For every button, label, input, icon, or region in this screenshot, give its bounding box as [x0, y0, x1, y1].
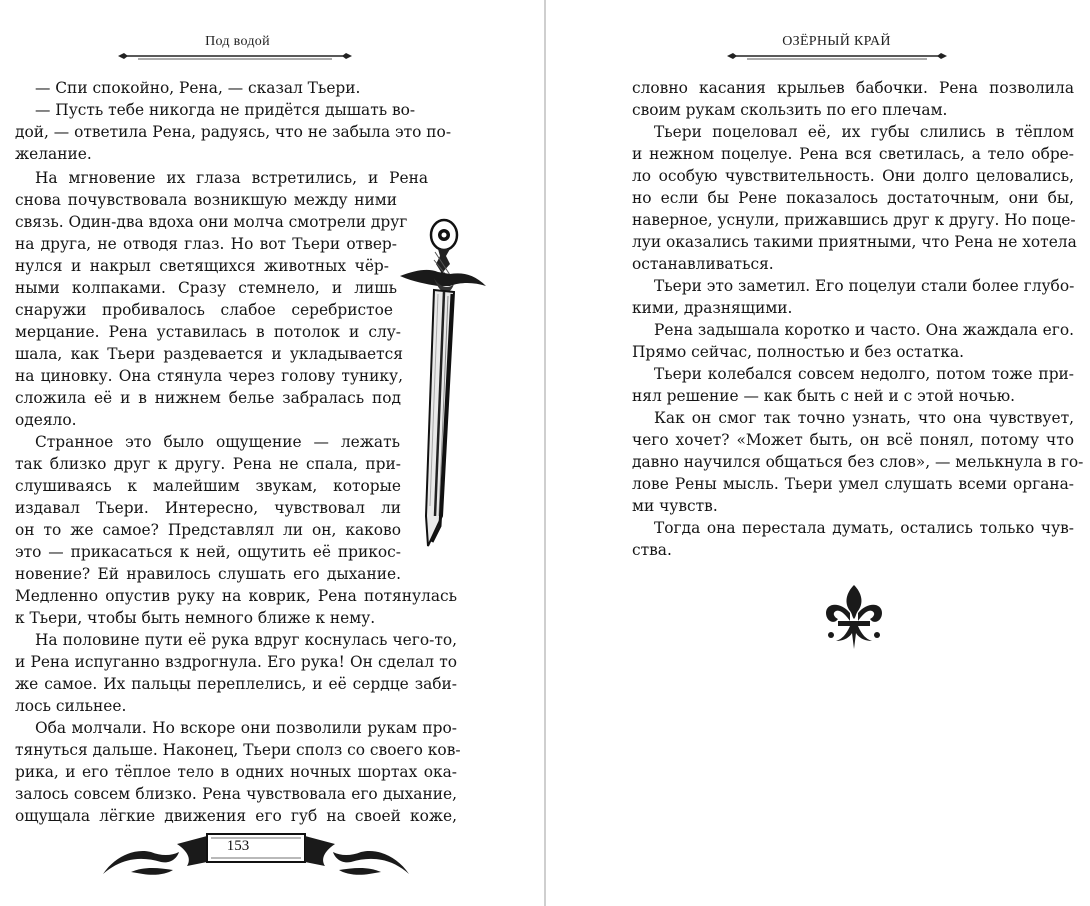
left-text-line: На мгновение их глаза встретились, и Рена — [35, 169, 428, 187]
right-running-head: ОЗЁРНЫЙ КРАЙ — [782, 34, 891, 49]
left-text-line: он то же самое? Представлял ли он, каково — [15, 521, 401, 539]
left-text-line: новение? Ей нравилось слушать его дыхание. — [15, 565, 401, 583]
right-text-line: Рена задышала коротко и часто. Она жаждала его. — [654, 321, 1074, 339]
left-text-line: и Рена испуганно вздрогнула. Его рука! Он сделал то — [15, 653, 457, 671]
right-text-line: чего хочет? «Может быть, он всё понял, потому что — [632, 431, 1074, 449]
left-text-line: залось совсем близко. Рена чувствовала его дыхание, — [15, 785, 457, 803]
right-text-line: ства. — [632, 541, 672, 559]
right-text-line: словно касания крыльев бабочки. Рена позволила — [632, 79, 1074, 97]
left-text-line: так близко друг к другу. Рена не спала, при- — [15, 455, 401, 473]
right-text-line: Тьери колебался совсем недолго, потом тоже при- — [654, 365, 1074, 383]
right-text-line: Прямо сейчас, полностью и без остатка. — [632, 343, 965, 361]
right-text-line: луи оказались такими приятными, что Рена не хотела — [632, 233, 1077, 251]
right-head-rule — [727, 51, 947, 61]
right-text-line: и нежном поцелуе. Рена вся светилась, а тело обре- — [632, 145, 1074, 163]
left-text-line: сложила её и в нижнем белье забралась под — [15, 389, 401, 407]
right-text-line: Тьери поцеловал её, их губы слились в тёплом — [654, 123, 1074, 141]
left-text-line: это — прикасаться к ней, ощутить её прикос- — [15, 543, 401, 561]
left-text-line: на циновку. Она стянула через голову тунику, — [15, 367, 403, 385]
left-text-line: — Спи спокойно, Рена, — сказал Тьери. — [35, 79, 361, 97]
left-text-line: Оба молчали. Но вскоре они позволили рукам про- — [35, 719, 457, 737]
right-text-line: останавливаться. — [632, 255, 774, 273]
left-head-rule — [118, 51, 352, 61]
left-text-line: лось сильнее. — [15, 697, 127, 715]
left-running-head: Под водой — [205, 34, 270, 49]
right-text-line: лове Рены мысль. Тьери умел слушать всеми органа- — [632, 475, 1074, 493]
left-text-line: рика, и его тёплое тело в одних ночных шортах ока- — [15, 763, 457, 781]
left-text-line: На половине пути её рука вдруг коснулась чего-то, — [35, 631, 457, 649]
left-text-line: ощущала лёгкие движения его губ на своей коже, — [15, 807, 457, 825]
left-text-line: на друга, не отводя глаз. Но вот Тьери отвер- — [15, 235, 397, 253]
right-text-line: Тьери это заметил. Его поцелуи стали более глубо- — [654, 277, 1075, 295]
right-text-line: но если бы Рене показалось достаточным, они бы, — [632, 189, 1074, 207]
left-text-line: нулся и накрыл светящихся животных чёр- — [15, 257, 389, 275]
right-text-line: нял решение — как быть с ней и с этой ночью. — [632, 387, 1016, 405]
left-text-line: снаружи пробивалось слабое серебристое — [15, 301, 393, 319]
right-text-line: наверное, уснули, прижавшись друг к другу. Но поце- — [632, 211, 1076, 229]
fleur-de-lis-icon — [822, 583, 886, 651]
left-text-line: тянуться дальше. Наконец, Тьери сполз со своего ков- — [15, 741, 461, 759]
left-text-line: снова почувствовала возникшую между ними — [15, 191, 397, 209]
left-text-line: ными колпаками. Сразу стемнело, и лишь — [15, 279, 397, 297]
left-text-line: мерцание. Рена уставилась в потолок и слу- — [15, 323, 401, 341]
right-text-line: кими, дразнящими. — [632, 299, 793, 317]
left-text-line: желание. — [15, 145, 92, 163]
left-text-line: дой, — ответила Рена, радуясь, что не забыла это по- — [15, 123, 452, 141]
right-text-line: давно научился общаться без слов», — мелькнула в го- — [632, 453, 1084, 471]
right-text-line: Как он смог так точно узнать, что она чувствует, — [654, 409, 1074, 427]
page-number: 153 — [226, 838, 250, 854]
left-text-line: одеяло. — [15, 411, 77, 429]
left-text-line: — Пусть тебе никогда не придётся дышать во- — [35, 101, 416, 119]
left-text-line: же самое. Их пальцы переплелись, и её сердце заби- — [15, 675, 457, 693]
sword-icon — [398, 186, 488, 548]
left-text-line: издавал Тьери. Интересно, чувствовал ли — [15, 499, 401, 517]
right-text-line: Тогда она перестала думать, остались только чув- — [654, 519, 1074, 537]
left-text-line: шала, как Тьери раздевается и укладывается — [15, 345, 403, 363]
left-text-line: к Тьери, чтобы быть немного ближе к нему. — [15, 609, 376, 627]
left-text-line: связь. Один-два вдоха они молча смотрели друг — [15, 213, 408, 231]
left-text-line: слушиваясь к малейшим звукам, которые — [15, 477, 401, 495]
left-text-line: Медленно опустив руку на коврик, Рена потянулась — [15, 587, 457, 605]
right-text-line: ло особую чувствительность. Они долго целовались, — [632, 167, 1074, 185]
left-text-line: Странное это было ощущение — лежать — [35, 433, 400, 451]
right-text-line: ми чувств. — [632, 497, 718, 515]
right-text-line: своим рукам скользить по его плечам. — [632, 101, 948, 119]
